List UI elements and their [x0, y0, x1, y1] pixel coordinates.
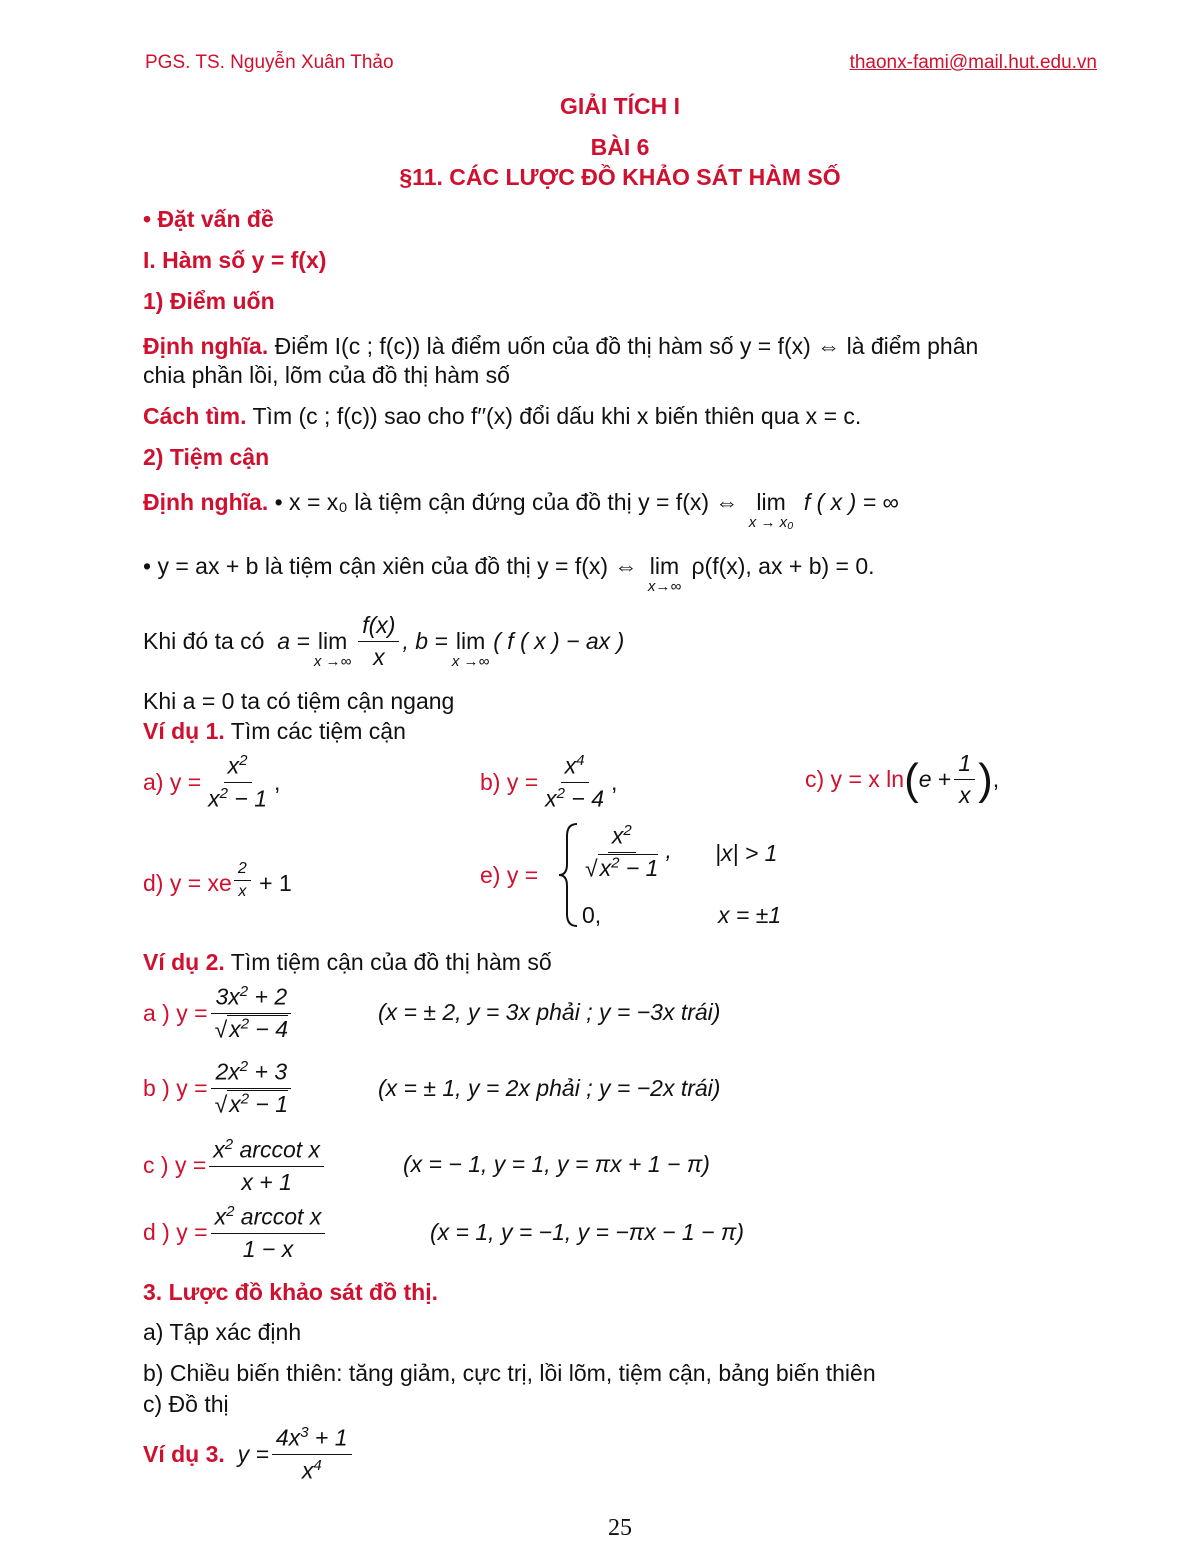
s1-find [143, 403, 861, 430]
a-eq: a = [277, 628, 310, 654]
s2-heading: 2) Tiệm cận [143, 444, 270, 470]
ex1-text: Tìm các tiệm cận [224, 718, 406, 744]
s1-find-label: Cách tìm. [143, 403, 247, 429]
section-title: §11. CÁC LƯỢC ĐỒ KHẢO SÁT HÀM SỐ [399, 164, 841, 190]
course-title: GIẢI TÍCH I [559, 93, 681, 119]
ex2-c-answer: (x = − 1, y = 1, y = πx + 1 − π) [403, 1151, 710, 1177]
ex1-e-case2: 0, [582, 902, 602, 928]
ex2-b-answer: (x = ± 1, y = 2x phải ; y = −2x trái) [378, 1075, 721, 1101]
ex2-text: Tìm tiệm cận của đồ thị hàm số [224, 949, 552, 975]
s1-def-label: Định nghĩa. [143, 333, 269, 359]
oblique-lim-sub: x→∞ [647, 578, 682, 595]
ex1-c-label: c) y = x ln [805, 766, 905, 792]
vert-lim-expr: f ( x ) = ∞ [803, 489, 899, 515]
ex3-label: Ví dụ 3. [143, 1440, 225, 1467]
s1-def-text2: chia phần lồi, lõm của đồ thị hàm số [143, 362, 510, 388]
ex2-a-label: a ) y = [143, 999, 208, 1026]
ex1-e-fraction: $\frac{x^2}{√x^2 - 1}$ [585, 822, 659, 882]
ex1-a-fraction: $\frac{x^2}{x^2 - 1}$ [208, 752, 268, 812]
s2-vertical-def [143, 489, 899, 531]
ex1-d-tail: + 1 [259, 870, 292, 896]
intro-heading: • Đặt vấn đề [143, 206, 274, 232]
ex1-d-label: d) y = xe [143, 870, 232, 896]
lim-word: lim [756, 489, 786, 515]
ex2-a-answer: (x = ± 2, y = 3x phải ; y = −3x trái) [378, 999, 721, 1025]
s3-c: c) Đồ thị [143, 1391, 229, 1417]
ex2-item-b [143, 1058, 295, 1118]
ex1-e-cond2: x = ±1 [718, 902, 782, 928]
ab-formula [143, 612, 624, 671]
s1-definition [143, 333, 978, 360]
khi-do: Khi đó ta có [143, 628, 265, 654]
oblique-expr: ρ(f(x), ax + b) = 0. [691, 553, 875, 579]
s3-a: a) Tập xác định [143, 1319, 302, 1345]
ex2-c-label: c ) y = [143, 1152, 207, 1179]
lim-word: lim [317, 627, 348, 654]
ex2-item-a [143, 983, 295, 1043]
part1-heading: I. Hàm số y = f(x) [143, 247, 327, 273]
ex2-a-fraction: $\frac{3x^2 + 2}{√x^2 - 4}$ [211, 983, 292, 1043]
lim-word: lim [649, 553, 680, 579]
s3-heading: 3. Lược đồ khảo sát đồ thị. [143, 1279, 438, 1305]
ex2-d-fraction: $\frac{x^2 arccot x}{1 - x}$ [211, 1203, 326, 1263]
ex2-heading [143, 949, 552, 976]
ex1-c: c) y = x ln ( e + $\frac{1}{x}$ ) , [805, 750, 1000, 808]
b-eq: , b = [402, 628, 448, 654]
lesson-title: BÀI 6 [590, 134, 650, 160]
a-den: x [373, 644, 385, 670]
ex1-a: a) y = $\frac{x^2}{x^2 - 1}$ , [143, 752, 281, 812]
oblique-limit [648, 553, 681, 595]
ex2-d-answer: (x = 1, y = −1, y = −πx − 1 − π) [430, 1219, 744, 1245]
header-author: PGS. TS. Nguyễn Xuân Thảo [145, 52, 394, 73]
oblique-text: • y = ax + b là tiệm cận xiên của đồ thị y = f(x) ⇔ [143, 553, 638, 579]
ex2-c-fraction: $\frac{x^2 arccot x}{x + 1}$ [209, 1136, 324, 1196]
ex1-b-label: b) y = [480, 768, 539, 795]
a-limit [314, 628, 351, 670]
s2-vert-text: • x = x₀ là tiệm cận đứng của đồ thị y = f(x) ⇔ [268, 489, 739, 515]
s1-find-text: Tìm (c ; f(c)) sao cho f′′(x) đổi dấu khi x biến thiên qua x = c. [246, 403, 862, 429]
a-fraction [358, 612, 399, 671]
b-expr: ( f ( x ) − ax ) [493, 628, 625, 654]
ex3 [143, 1424, 355, 1484]
ex2-b-label: b ) y = [143, 1074, 208, 1101]
a-num: f(x) [358, 612, 399, 642]
lim-sub: x →∞ [313, 652, 352, 670]
s2-oblique-def [143, 553, 875, 595]
ex2-item-d [143, 1203, 328, 1263]
b-limit [452, 628, 489, 670]
ex2-label: Ví dụ 2. [143, 949, 225, 975]
lim-sub: x →∞ [451, 652, 490, 670]
ex1-e-case1: $\frac{x^2}{√x^2 - 1}$ , [578, 822, 672, 882]
ex2-item-c [143, 1136, 327, 1196]
s1-heading: 1) Điểm uốn [143, 288, 275, 314]
ex1-b: b) y = $\frac{x^4}{x^2 - 4}$ , [480, 752, 618, 812]
s1-def-text: Điểm I(c ; f(c)) là điểm uốn của đồ thị hàm số y = f(x) ⇔ là điểm phân [268, 333, 979, 359]
d-exp-den: x [238, 883, 247, 900]
ex1-label: Ví dụ 1. [143, 718, 225, 744]
page-number: 25 [608, 1515, 632, 1541]
ex1-e-cond1: |x| > 1 [715, 840, 778, 866]
ex3-fraction: $\frac{4x^3 + 1}{x^4}$ [272, 1424, 352, 1484]
ex1-heading [143, 718, 406, 745]
ex1-b-fraction: $\frac{x^4}{x^2 - 4}$ [545, 752, 605, 812]
vert-limit [749, 489, 794, 531]
header-email-link[interactable]: thaonx-fami@mail.hut.edu.vn [849, 52, 1097, 73]
s3-b: b) Chiều biến thiên: tăng giảm, cực trị, lồi lõm, tiệm cận, bảng biến thiên [143, 1360, 876, 1386]
ex1-c-fraction: $\frac{1}{x}$ [954, 750, 975, 809]
horizontal-asymptote: Khi a = 0 ta có tiệm cận ngang [143, 688, 455, 714]
ex1-d-exponent [234, 860, 251, 901]
ex1-e-label [480, 862, 538, 889]
ex1-a-label: a) y = [143, 768, 202, 795]
ex3-lhs: y = [237, 1440, 269, 1467]
lim-word: lim [455, 627, 486, 654]
ex2-b-fraction: $\frac{2x^2 + 3}{√x^2 - 1}$ [211, 1058, 292, 1118]
ex2-d-label: d ) y = [143, 1219, 208, 1246]
s2-def-label: Định nghĩa. [143, 489, 269, 515]
ex1-e-label-text: e) y = [480, 862, 539, 888]
vert-lim-sub: x → x₀ [748, 514, 794, 531]
ex1-d [143, 860, 292, 901]
d-exp-num: 2 [234, 860, 251, 881]
